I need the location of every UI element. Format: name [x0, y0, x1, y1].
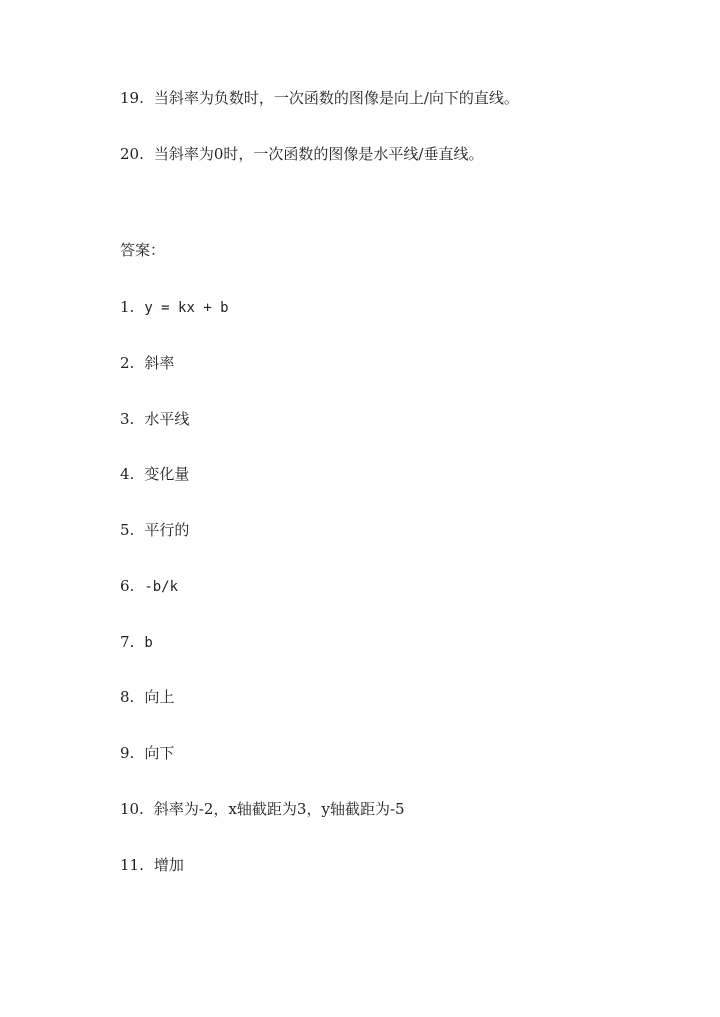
answer-number: 8.	[120, 688, 135, 706]
answer-item	[120, 855, 184, 875]
answer-text: y = kx + b	[144, 300, 229, 316]
answer-number: 11.	[120, 856, 144, 874]
question-number: 20.	[120, 145, 144, 163]
answer-item	[120, 799, 405, 819]
answer-number: 4.	[120, 465, 135, 483]
answer-item	[120, 576, 178, 597]
answer-number: 6.	[120, 577, 135, 595]
answer-item	[120, 632, 153, 653]
question-text: 当斜率为0时，一次函数的图像是水平线/垂直线。	[153, 145, 484, 163]
answer-number: 5.	[120, 521, 135, 539]
answer-item	[120, 520, 189, 540]
answer-item	[120, 464, 189, 484]
question-text: 当斜率为负数时，一次函数的图像是向上/向下的直线。	[153, 89, 519, 107]
answer-number: 9.	[120, 744, 135, 762]
answers-heading: 答案：	[120, 241, 166, 259]
answer-text: 斜率为-2，x轴截距为3，y轴截距为-5	[153, 800, 405, 818]
answer-text: b	[144, 635, 153, 651]
answer-item	[120, 409, 189, 429]
question-number: 19.	[120, 89, 144, 107]
answer-text: 向下	[144, 744, 175, 762]
answer-text: -b/k	[144, 579, 179, 595]
answer-number: 3.	[120, 410, 135, 428]
answer-text: 增加	[153, 856, 184, 874]
answer-item	[120, 687, 174, 707]
answer-text: 向上	[144, 688, 175, 706]
answer-text: 变化量	[144, 465, 190, 483]
answer-number: 2.	[120, 354, 135, 372]
answer-number: 1.	[120, 298, 135, 316]
question-item	[120, 144, 483, 164]
answer-number: 10.	[120, 800, 144, 818]
answer-item	[120, 743, 174, 763]
answer-text: 水平线	[144, 410, 190, 428]
question-item	[120, 88, 519, 108]
answer-text: 平行的	[144, 521, 190, 539]
answer-item	[120, 297, 229, 318]
answer-number: 7.	[120, 633, 135, 651]
answer-text: 斜率	[144, 354, 175, 372]
answer-item	[120, 353, 174, 373]
